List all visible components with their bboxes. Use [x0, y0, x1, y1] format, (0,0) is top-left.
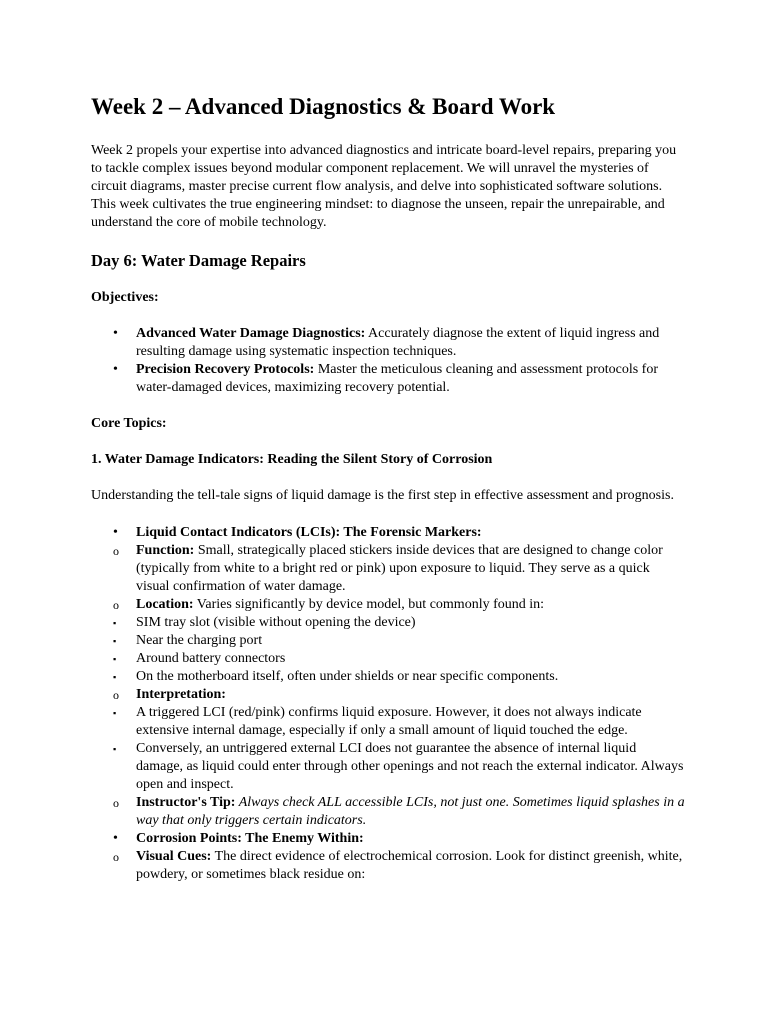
list-item: [91, 361, 686, 397]
lci-heading: Liquid Contact Indicators (LCIs): The Forensic Markers:: [136, 525, 482, 540]
objectives-list: [91, 325, 686, 397]
list-item: [91, 794, 686, 830]
location-item: On the motherboard itself, often under shields or near specific components.: [136, 669, 559, 684]
objectives-label: Objectives:: [91, 290, 159, 305]
corrosion-heading: Corrosion Points: The Enemy Within:: [136, 831, 364, 846]
interpretation-item: Conversely, an untriggered external LCI does not guarantee the absence of internal liquid damage, as liquid could enter through other openings and not reach the external indicator. Always open and inspect.: [136, 741, 684, 792]
list-item: [91, 686, 686, 794]
tip-text: Always check ALL accessible LCIs, not just one. Sometimes liquid splashes in a way that only triggers certain indicators.: [136, 795, 685, 828]
location-item: Around battery connectors: [136, 651, 286, 666]
intro-paragraph: Week 2 propels your expertise into advanced diagnostics and intricate board-level repairs, preparing you to tackle complex issues beyond modular component replacement. We will unravel the mysteries of circuit diagrams, master precise current flow analysis, and delve into sophisticated software solutions. This week cultivates the true engineering mindset: to diagnose the unseen, repair the unrepairable, and understand the core of mobile technology.: [91, 143, 677, 230]
objective-text: Accurately diagnose the extent of liquid ingress and resulting damage using systematic inspection techniques.: [136, 326, 660, 359]
list-item: [91, 830, 686, 884]
list-item: [91, 740, 686, 794]
bullet-marker: ▪: [113, 636, 117, 646]
interpretation-label: Interpretation:: [136, 687, 226, 702]
document-title: Week 2 – Advanced Diagnostics & Board Work: [91, 94, 556, 119]
list-item: [91, 632, 686, 650]
document-page: [91, 93, 686, 884]
objective-text: Master the meticulous cleaning and assessment protocols for water-damaged devices, maximizing recovery potential.: [136, 362, 659, 395]
topic1-list: [91, 524, 686, 884]
bullet-marker: o: [113, 850, 119, 864]
objective-bold: Precision Recovery Protocols:: [136, 362, 315, 377]
location-label: Location:: [136, 597, 194, 612]
function-label: Function:: [136, 543, 195, 558]
interpretation-item: A triggered LCI (red/pink) confirms liquid exposure. However, it does not always indicate extensive internal damage, especially if only a small amount of liquid touched the edge.: [136, 705, 642, 738]
list-item: [91, 668, 686, 686]
list-item: [91, 704, 686, 740]
corrosion-sublist: [91, 848, 686, 884]
list-item: [91, 325, 686, 361]
bullet-marker: ▪: [113, 654, 117, 664]
list-item: [91, 596, 686, 686]
bullet-marker: o: [113, 598, 119, 612]
bullet-marker: •: [113, 831, 118, 846]
list-item: [91, 848, 686, 884]
lci-sublist: [91, 542, 686, 830]
list-item: [91, 542, 686, 596]
core-topics-label: Core Topics:: [91, 416, 167, 431]
objective-bold: Advanced Water Damage Diagnostics:: [136, 326, 366, 341]
bullet-marker: o: [113, 544, 119, 558]
bullet-marker: ▪: [113, 618, 117, 628]
bullet-marker: •: [113, 525, 118, 540]
topic1-heading: 1. Water Damage Indicators: Reading the Silent Story of Corrosion: [91, 452, 493, 467]
bullet-marker: ▪: [113, 744, 117, 754]
visual-cues-text: The direct evidence of electrochemical corrosion. Look for distinct greenish, white, powdery, or sometimes black residue on:: [136, 849, 683, 882]
list-item: [91, 614, 686, 632]
location-item: SIM tray slot (visible without opening the device): [136, 615, 416, 630]
tip-label: Instructor's Tip:: [136, 795, 236, 810]
day-heading: Day 6: Water Damage Repairs: [91, 251, 306, 270]
bullet-marker: ▪: [113, 672, 117, 682]
location-item: Near the charging port: [136, 633, 263, 648]
bullet-marker: o: [113, 688, 119, 702]
bullet-marker: ▪: [113, 708, 117, 718]
location-text: Varies significantly by device model, but commonly found in:: [193, 597, 545, 612]
function-text: Small, strategically placed stickers inside devices that are designed to change color (typically from white to a bright red or pink) upon exposure to liquid. They serve as a quick visual confirmation of water damage.: [136, 543, 663, 594]
bullet-marker: o: [113, 796, 119, 810]
visual-cues-label: Visual Cues:: [136, 849, 212, 864]
topic1-intro: Understanding the tell-tale signs of liquid damage is the first step in effective assessment and prognosis.: [91, 488, 674, 503]
list-item: [91, 650, 686, 668]
bullet-marker: •: [113, 326, 118, 341]
bullet-marker: •: [113, 362, 118, 377]
location-sublist: [91, 614, 686, 686]
interpretation-sublist: [91, 704, 686, 794]
list-item: [91, 524, 686, 830]
